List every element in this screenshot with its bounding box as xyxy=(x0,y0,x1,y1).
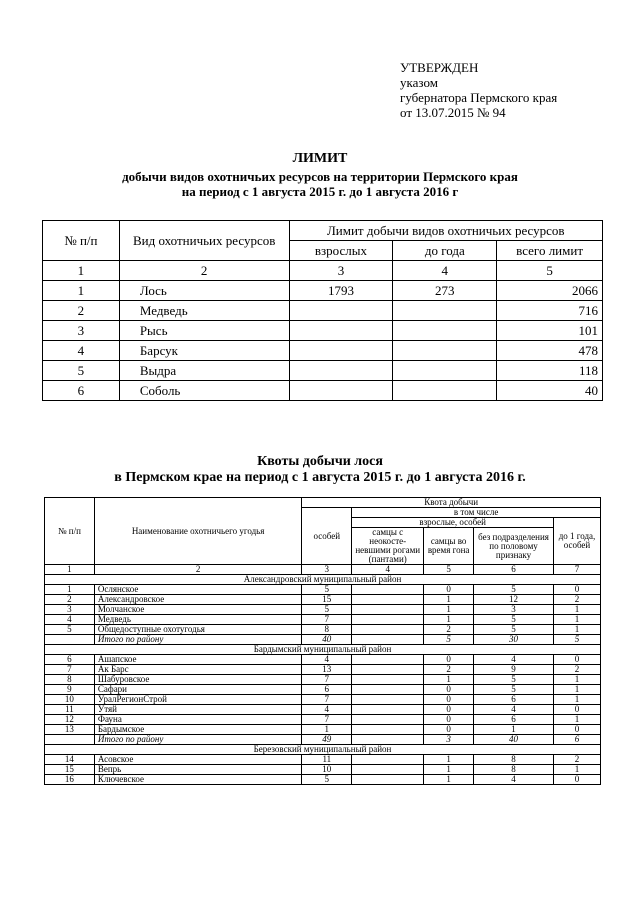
row-number: 10 xyxy=(45,695,95,705)
nosex-value: 4 xyxy=(474,775,554,785)
column-number: 6 xyxy=(474,565,554,575)
total-value: 40 xyxy=(302,635,352,645)
district-name: Бардымский муниципальный район xyxy=(45,645,601,655)
table-row xyxy=(45,725,601,735)
row-number: 8 xyxy=(45,675,95,685)
table-row xyxy=(45,775,601,785)
antlers-value xyxy=(352,685,424,695)
adults-value: 1793 xyxy=(289,281,393,301)
header-males-antlers: самцы с неокосте-невшими рогами (пантами) xyxy=(352,528,424,565)
header-species: Вид охотничьих ресурсов xyxy=(119,221,289,261)
young-value xyxy=(393,321,497,341)
approval-line: УТВЕРЖДЕН xyxy=(400,60,479,75)
rut-value: 0 xyxy=(424,655,474,665)
antlers-value xyxy=(352,605,424,615)
total-value: 1 xyxy=(302,725,352,735)
antlers-value xyxy=(352,615,424,625)
antlers-value xyxy=(352,635,424,645)
column-number: 1 xyxy=(43,261,120,281)
young-value xyxy=(393,341,497,361)
hunting-ground-name: Фауна xyxy=(94,715,301,725)
nosex-value: 5 xyxy=(474,625,554,635)
rut-value: 1 xyxy=(424,675,474,685)
hunting-ground-name: Молчанское xyxy=(94,605,301,615)
hunting-ground-name: Шабуровское xyxy=(94,675,301,685)
young-value xyxy=(393,381,497,401)
total-value: 13 xyxy=(302,665,352,675)
rut-value: 0 xyxy=(424,725,474,735)
row-number: 15 xyxy=(45,765,95,775)
header-num: № п/п xyxy=(45,498,95,565)
row-number xyxy=(45,735,95,745)
table-row xyxy=(45,665,601,675)
nosex-value: 12 xyxy=(474,595,554,605)
rut-value: 2 xyxy=(424,665,474,675)
hunting-ground-name: Медведь xyxy=(94,615,301,625)
young-value: 1 xyxy=(554,715,601,725)
nosex-value: 6 xyxy=(474,715,554,725)
header-total: всего лимит xyxy=(497,241,603,261)
row-number: 1 xyxy=(43,281,120,301)
approval-line: губернатора Пермского края xyxy=(400,90,558,105)
rut-value: 1 xyxy=(424,755,474,765)
species-name: Выдра xyxy=(119,361,289,381)
nosex-value: 4 xyxy=(474,705,554,715)
total-value: 8 xyxy=(302,625,352,635)
quota-table xyxy=(44,497,601,785)
column-number: 5 xyxy=(424,565,474,575)
column-number: 4 xyxy=(393,261,497,281)
header-total: особей xyxy=(302,508,352,565)
header-adults: взрослых xyxy=(289,241,393,261)
column-number: 5 xyxy=(497,261,603,281)
antlers-value xyxy=(352,675,424,685)
antlers-value xyxy=(352,715,424,725)
table-row xyxy=(45,605,601,615)
district-name: Березовский муниципальный район xyxy=(45,745,601,755)
header-males-rut: самцы во время гона xyxy=(424,528,474,565)
row-number: 3 xyxy=(45,605,95,615)
table-row xyxy=(45,595,601,605)
rut-value: 0 xyxy=(424,585,474,595)
adults-value xyxy=(289,341,393,361)
antlers-value xyxy=(352,665,424,675)
nosex-value: 5 xyxy=(474,685,554,695)
nosex-value: 4 xyxy=(474,655,554,665)
header-incl: в том числе xyxy=(352,508,601,518)
header-quota: Квота добычи xyxy=(302,498,601,508)
row-number: 5 xyxy=(43,361,120,381)
district-row xyxy=(45,575,601,585)
row-number: 13 xyxy=(45,725,95,735)
total-value: 7 xyxy=(302,695,352,705)
rut-value: 1 xyxy=(424,605,474,615)
header-num: № п/п xyxy=(43,221,120,261)
table-row xyxy=(45,705,601,715)
table-row xyxy=(45,615,601,625)
young-value: 1 xyxy=(554,765,601,775)
rut-value: 1 xyxy=(424,765,474,775)
row-number: 12 xyxy=(45,715,95,725)
nosex-value: 5 xyxy=(474,675,554,685)
limit-title: ЛИМИТ xyxy=(292,151,348,166)
limit-colnum-row xyxy=(43,261,603,281)
antlers-value xyxy=(352,695,424,705)
species-name: Барсук xyxy=(119,341,289,361)
young-value: 2 xyxy=(554,755,601,765)
rut-value: 2 xyxy=(424,625,474,635)
table-row xyxy=(45,755,601,765)
nosex-value: 30 xyxy=(474,635,554,645)
nosex-value: 3 xyxy=(474,605,554,615)
species-name: Лось xyxy=(119,281,289,301)
young-value: 273 xyxy=(393,281,497,301)
nosex-value: 6 xyxy=(474,695,554,705)
total-value: 5 xyxy=(302,775,352,785)
column-number: 7 xyxy=(554,565,601,575)
young-value: 0 xyxy=(554,705,601,715)
district-total-label: Итого по району xyxy=(94,735,301,745)
adults-value xyxy=(289,301,393,321)
approval-line: от 13.07.2015 № 94 xyxy=(400,105,506,120)
limit-subtitle xyxy=(0,169,640,199)
nosex-value: 5 xyxy=(474,615,554,625)
table-row xyxy=(43,361,603,381)
header-young: до 1 года, особей xyxy=(554,518,601,565)
total-value: 7 xyxy=(302,615,352,625)
header-young: до года xyxy=(393,241,497,261)
total-value: 118 xyxy=(497,361,603,381)
antlers-value xyxy=(352,735,424,745)
species-name: Соболь xyxy=(119,381,289,401)
antlers-value xyxy=(352,705,424,715)
total-value: 40 xyxy=(497,381,603,401)
header-no-sex: без подразделения по половому признаку xyxy=(474,528,554,565)
total-value: 4 xyxy=(302,705,352,715)
limit-table xyxy=(42,220,603,401)
total-value: 15 xyxy=(302,595,352,605)
young-value: 0 xyxy=(554,725,601,735)
table-row xyxy=(45,625,601,635)
limit-header-row xyxy=(43,221,603,241)
hunting-ground-name: Общедоступные охотугодья xyxy=(94,625,301,635)
district-row xyxy=(45,745,601,755)
nosex-value: 8 xyxy=(474,755,554,765)
column-number: 4 xyxy=(352,565,424,575)
young-value: 1 xyxy=(554,605,601,615)
nosex-value: 1 xyxy=(474,725,554,735)
district-row xyxy=(45,645,601,655)
district-total-label: Итого по району xyxy=(94,635,301,645)
row-number: 11 xyxy=(45,705,95,715)
table-row xyxy=(45,675,601,685)
antlers-value xyxy=(352,725,424,735)
approval-line: указом xyxy=(400,75,438,90)
row-number: 7 xyxy=(45,665,95,675)
quota-colnum-row xyxy=(45,565,601,575)
header-adults: взрослые, особей xyxy=(352,518,554,528)
quota-header-row1 xyxy=(45,498,601,508)
rut-value: 5 xyxy=(424,635,474,645)
young-value: 5 xyxy=(554,635,601,645)
adults-value xyxy=(289,381,393,401)
total-value: 716 xyxy=(497,301,603,321)
species-name: Медведь xyxy=(119,301,289,321)
hunting-ground-name: Утяй xyxy=(94,705,301,715)
row-number: 4 xyxy=(45,615,95,625)
column-number: 3 xyxy=(302,565,352,575)
table-row xyxy=(45,655,601,665)
hunting-ground-name: Вепрь xyxy=(94,765,301,775)
total-value: 5 xyxy=(302,605,352,615)
row-number: 2 xyxy=(43,301,120,321)
young-value xyxy=(393,301,497,321)
header-limit-group: Лимит добычи видов охотничьих ресурсов xyxy=(289,221,602,241)
table-row xyxy=(45,765,601,775)
nosex-value: 9 xyxy=(474,665,554,675)
total-value: 4 xyxy=(302,655,352,665)
young-value: 2 xyxy=(554,595,601,605)
antlers-value xyxy=(352,585,424,595)
row-number xyxy=(45,635,95,645)
total-value: 101 xyxy=(497,321,603,341)
row-number: 4 xyxy=(43,341,120,361)
table-row xyxy=(43,301,603,321)
rut-value: 1 xyxy=(424,615,474,625)
antlers-value xyxy=(352,775,424,785)
row-number: 1 xyxy=(45,585,95,595)
rut-value: 1 xyxy=(424,775,474,785)
row-number: 6 xyxy=(43,381,120,401)
adults-value xyxy=(289,361,393,381)
hunting-ground-name: УралРегионСтрой xyxy=(94,695,301,705)
row-number: 14 xyxy=(45,755,95,765)
young-value: 6 xyxy=(554,735,601,745)
hunting-ground-name: Бардымское xyxy=(94,725,301,735)
limit-subtitle-line2: на период с 1 августа 2015 г. до 1 августа 2016 г xyxy=(181,184,459,199)
antlers-value xyxy=(352,765,424,775)
approval-stamp xyxy=(400,60,557,120)
column-number: 2 xyxy=(94,565,301,575)
rut-value: 3 xyxy=(424,735,474,745)
table-row xyxy=(43,321,603,341)
quota-title xyxy=(0,454,640,486)
total-value: 11 xyxy=(302,755,352,765)
rut-value: 1 xyxy=(424,595,474,605)
adults-value xyxy=(289,321,393,341)
total-value: 10 xyxy=(302,765,352,775)
row-number: 16 xyxy=(45,775,95,785)
young-value: 0 xyxy=(554,585,601,595)
total-value: 478 xyxy=(497,341,603,361)
nosex-value: 40 xyxy=(474,735,554,745)
nosex-value: 8 xyxy=(474,765,554,775)
young-value: 1 xyxy=(554,675,601,685)
total-value: 6 xyxy=(302,685,352,695)
total-value: 7 xyxy=(302,675,352,685)
table-row xyxy=(45,585,601,595)
young-value: 1 xyxy=(554,695,601,705)
young-value: 1 xyxy=(554,625,601,635)
hunting-ground-name: Асовское xyxy=(94,755,301,765)
district-total-row xyxy=(45,635,601,645)
column-number: 3 xyxy=(289,261,393,281)
table-row xyxy=(43,381,603,401)
hunting-ground-name: Александровское xyxy=(94,595,301,605)
total-value: 2066 xyxy=(497,281,603,301)
table-row xyxy=(45,695,601,705)
rut-value: 0 xyxy=(424,695,474,705)
young-value: 0 xyxy=(554,655,601,665)
rut-value: 0 xyxy=(424,705,474,715)
row-number: 2 xyxy=(45,595,95,605)
column-number: 1 xyxy=(45,565,95,575)
district-total-row xyxy=(45,735,601,745)
quota-title-line2: в Пермском крае на период с 1 августа 2015 г. до 1 августа 2016 г. xyxy=(114,470,526,485)
hunting-ground-name: Сафари xyxy=(94,685,301,695)
row-number: 6 xyxy=(45,655,95,665)
table-row xyxy=(45,685,601,695)
hunting-ground-name: Ключевское xyxy=(94,775,301,785)
district-name: Александровский муниципальный район xyxy=(45,575,601,585)
table-row xyxy=(43,341,603,361)
header-name: Наименование охотничьего угодья xyxy=(94,498,301,565)
antlers-value xyxy=(352,755,424,765)
young-value: 1 xyxy=(554,615,601,625)
nosex-value: 5 xyxy=(474,585,554,595)
young-value: 0 xyxy=(554,775,601,785)
young-value: 2 xyxy=(554,665,601,675)
table-row xyxy=(43,281,603,301)
young-value: 1 xyxy=(554,685,601,695)
antlers-value xyxy=(352,595,424,605)
limit-subtitle-line1: добычи видов охотничьих ресурсов на территории Пермского края xyxy=(122,169,518,184)
antlers-value xyxy=(352,625,424,635)
row-number: 3 xyxy=(43,321,120,341)
row-number: 5 xyxy=(45,625,95,635)
young-value xyxy=(393,361,497,381)
total-value: 7 xyxy=(302,715,352,725)
table-row xyxy=(45,715,601,725)
hunting-ground-name: Ослянское xyxy=(94,585,301,595)
column-number: 2 xyxy=(119,261,289,281)
hunting-ground-name: Ак Барс xyxy=(94,665,301,675)
row-number: 9 xyxy=(45,685,95,695)
total-value: 5 xyxy=(302,585,352,595)
antlers-value xyxy=(352,655,424,665)
quota-title-line1: Квоты добычи лося xyxy=(257,454,383,469)
hunting-ground-name: Ашапское xyxy=(94,655,301,665)
rut-value: 0 xyxy=(424,685,474,695)
total-value: 49 xyxy=(302,735,352,745)
species-name: Рысь xyxy=(119,321,289,341)
rut-value: 0 xyxy=(424,715,474,725)
